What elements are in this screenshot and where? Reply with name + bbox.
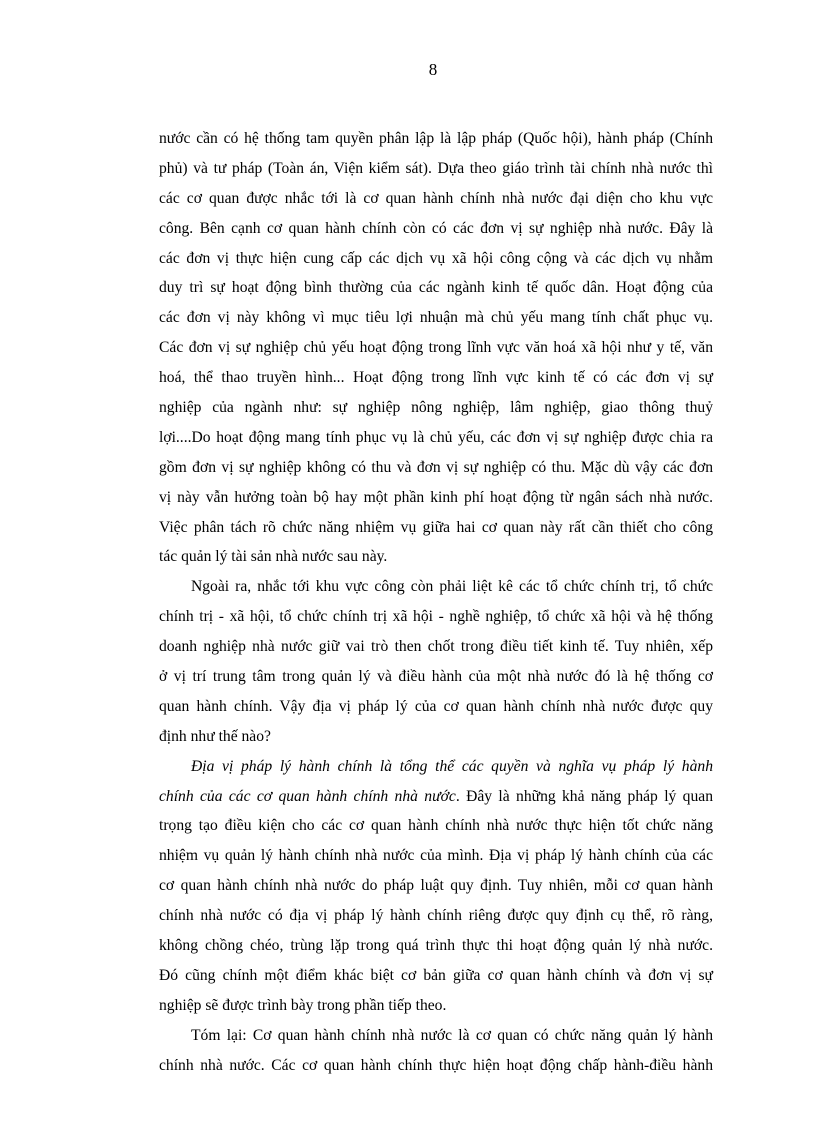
- page-number: 8: [428, 60, 438, 79]
- text-line: vị này vẫn hưởng toàn bộ hay một phần kinh phí hoạt động từ ngân sách nhà nước.: [159, 488, 713, 506]
- text-line: duy trì sự hoạt động bình thường của các ngành kinh tế quốc dân. Hoạt động của: [159, 279, 713, 297]
- text-line: chính nhà nước có địa vị pháp lý hành chính riêng được quy định cụ thể, rõ ràng,: [159, 907, 713, 925]
- text-line: nhiệm vụ quản lý hành chính nhà nước của mình. Địa vị pháp lý hành chính của các: [159, 847, 713, 865]
- text-run: . Đây là những khả năng pháp lý quan: [455, 787, 713, 805]
- text-line: [159, 752, 713, 782]
- text-line: chính trị - xã hội, tổ chức chính trị xã hội - nghề nghiệp, tổ chức xã hội và hệ thống: [159, 608, 713, 626]
- text-line: Ngoài ra, nhắc tới khu vực công còn phải liệt kê các tổ chức chính trị, tổ chức: [191, 578, 713, 596]
- text-line: chính nhà nước. Các cơ quan hành chính thực hiện hoạt động chấp hành-điều hành: [159, 1056, 713, 1074]
- text-line: [159, 782, 713, 812]
- text-line: phủ) và tư pháp (Toàn án, Viện kiểm sát). Dựa theo giáo trình tài chính nhà nước thì: [159, 159, 713, 177]
- text-line: lợi....Do hoạt động mang tính phục vụ là chủ yếu, các đơn vị sự nghiệp được chia ra: [159, 428, 713, 446]
- text-line: ở vị trí trung tâm trong quản lý và điều hành của một nhà nước đó là hệ thống cơ: [159, 668, 713, 686]
- text-line: Đó cũng chính một điểm khác biệt cơ bản giữa cơ quan hành chính và đơn vị sự: [159, 966, 713, 984]
- text-line: gồm đơn vị sự nghiệp không có thu và đơn vị sự nghiệp có thu. Mặc dù vậy các đơn: [159, 458, 713, 476]
- text-line: hoá, thể thao truyền hình... Hoạt động trong lĩnh vực kinh tế có các đơn vị sự: [159, 369, 713, 387]
- italic-definition-text: Địa vị pháp lý hành chính là tổng thể các quyền và nghĩa vụ pháp lý hành: [191, 757, 713, 775]
- paragraph-3: [159, 752, 713, 1021]
- text-line: tác quản lý tài sản nhà nước sau này.: [159, 548, 388, 566]
- paragraph-4: [159, 1021, 713, 1081]
- paragraph-1: [159, 124, 713, 572]
- text-line: quan hành chính. Vậy địa vị pháp lý của cơ quan hành chính nhà nước được quy: [159, 697, 713, 715]
- italic-definition-text: chính của các cơ quan hành chính nhà nước: [159, 787, 456, 805]
- text-line: Việc phân tách rõ chức năng nhiệm vụ giữa hai cơ quan này rất cần thiết cho công: [159, 518, 713, 536]
- text-line: trọng tạo điều kiện cho các cơ quan hành chính nhà nước thực hiện tốt chức năng: [159, 817, 713, 835]
- text-line: nghiệp sẽ được trình bày trong phần tiếp theo.: [159, 996, 447, 1014]
- body-text: [159, 124, 713, 1081]
- paragraph-2: [159, 572, 713, 751]
- text-line: các cơ quan được nhắc tới là cơ quan hành chính nhà nước đại diện cho khu vực: [159, 189, 713, 207]
- text-line: nước cần có hệ thống tam quyền phân lập là lập pháp (Quốc hội), hành pháp (Chính: [159, 130, 713, 147]
- text-line: công. Bên cạnh cơ quan hành chính còn có các đơn vị sự nghiệp nhà nước. Đây là: [159, 219, 713, 237]
- text-line: không chồng chéo, trùng lặp trong quá trình thực thi hoạt động quản lý nhà nước.: [159, 937, 713, 955]
- text-line: định như thế nào?: [159, 727, 271, 745]
- text-line: cơ quan hành chính nhà nước do pháp luật quy định. Tuy nhiên, mỗi cơ quan hành: [159, 877, 713, 895]
- text-line: các đơn vị thực hiện cung cấp các dịch vụ xã hội công cộng và các dịch vụ nhằm: [159, 249, 713, 267]
- text-line: các đơn vị này không vì mục tiêu lợi nhuận mà chủ yếu mang tính chất phục vụ.: [159, 309, 713, 327]
- text-line: nghiệp của ngành như: sự nghiệp nông nghiệp, lâm nghiệp, giao thông thuỷ: [159, 399, 713, 417]
- text-line: doanh nghiệp nhà nước giữ vai trò then chốt trong điều tiết kinh tế. Tuy nhiên, xếp: [159, 638, 713, 656]
- text-line: Tóm lại: Cơ quan hành chính nhà nước là cơ quan có chức năng quản lý hành: [191, 1026, 713, 1044]
- text-line: Các đơn vị sự nghiệp chủ yếu hoạt động trong lĩnh vực văn hoá xã hội như y tế, văn: [159, 339, 713, 357]
